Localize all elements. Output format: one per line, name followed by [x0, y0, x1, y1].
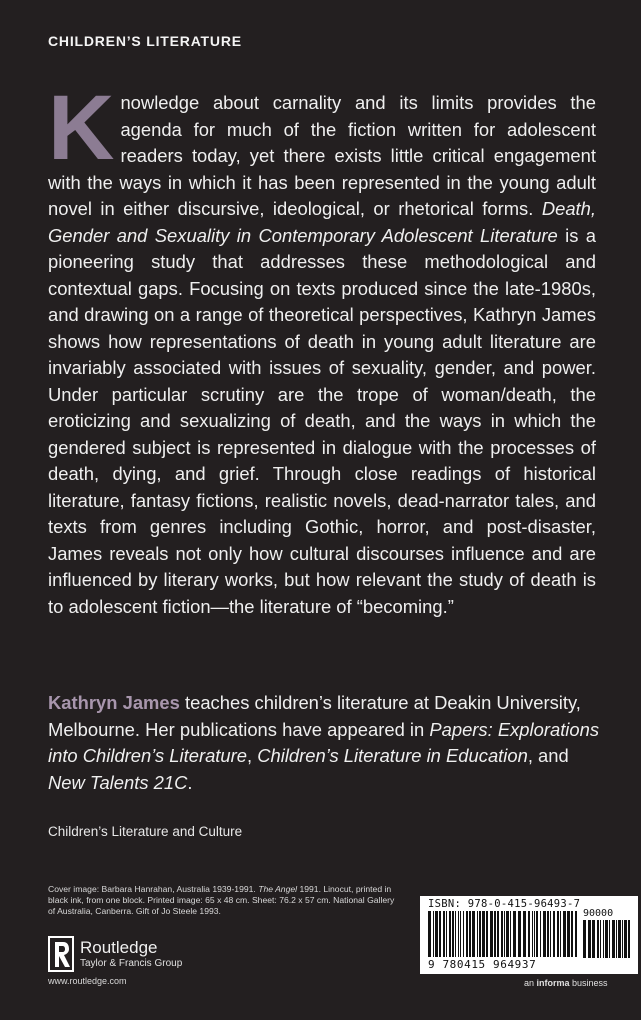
series-name: Children’s Literature and Culture	[48, 824, 243, 839]
barcode-bar	[534, 911, 535, 957]
description-text-1: nowledge about carnality and its limits provides the agenda for much of the fiction written for adolescent readers today, yet there exists little critical engagement with the ways in which it has been represented in the young adult novel in either discursive, ideological, or rhetorical forms.	[48, 92, 596, 219]
description-text-2: is a pioneering study that addresses these methodological and contextual gaps. Focusing on texts produced since the late-1980s, and drawing on a range of theoretical perspectives, Kathryn James shows how representations of death in young adult literature are invariably associated with issues of sexuality, gender, and power. Under particular scrutiny are the trope of woman/death, the eroticizing and sexualizing of death, and the ways in which the gendered subject is represented in dialogue with the processes of death, dying, and grief. Through close readings of historical literature, fantasy fictions, realistic novels, dead-narrator tales, and texts from genres including Gothic, horror, and post-disaster, James reveals not only how cultural discourses influence and are influenced by literary works, but how relevant the study of death is to adolescent fiction—the literature of “becoming.”	[48, 224, 596, 617]
barcode-bar	[550, 911, 551, 957]
tagline-pre: an	[524, 978, 537, 988]
barcode-bar	[560, 911, 561, 957]
publisher-block	[48, 936, 182, 972]
credit-text-1: Cover image: Barbara Hanrahan, Australia 1939-1991.	[48, 884, 259, 894]
informa-tagline	[524, 978, 608, 988]
cover-credit	[48, 884, 398, 917]
barcode-bar	[532, 911, 533, 957]
barcode-bar	[624, 920, 627, 958]
isbn-label: ISBN: 978-0-415-96493-7	[428, 898, 581, 910]
barcode-bar	[588, 920, 591, 958]
barcode-bar	[443, 911, 445, 957]
barcode-bar	[628, 920, 630, 958]
description-paragraph	[48, 77, 596, 620]
publisher-url: www.routledge.com	[48, 976, 127, 986]
barcode-bar	[597, 920, 599, 958]
barcode-bar	[479, 911, 481, 957]
barcode-bar	[600, 920, 601, 958]
barcode-bar	[460, 911, 461, 957]
bio-text-2: ,	[247, 745, 258, 766]
barcode-bar	[618, 920, 621, 958]
barcode-bar	[563, 911, 566, 957]
barcode-bar	[609, 920, 610, 958]
barcode-addon-code: 90000	[583, 908, 614, 919]
barcode-bar	[616, 920, 617, 958]
barcode-bar	[536, 911, 538, 957]
barcode-bar	[449, 911, 451, 957]
barcode-bar	[603, 920, 604, 958]
barcode-bar	[433, 911, 434, 957]
category-label: CHILDREN’S LITERATURE	[48, 33, 242, 49]
barcode-bar	[482, 911, 485, 957]
barcode-bar	[553, 911, 555, 957]
barcode-bar	[458, 911, 459, 957]
publication-2: Children’s Literature in Education	[257, 745, 528, 766]
barcode	[420, 896, 638, 974]
author-bio	[48, 690, 608, 796]
barcode-bar	[567, 911, 570, 957]
barcode-bar	[463, 911, 464, 957]
barcode-bar	[622, 920, 623, 958]
barcode-bar	[490, 911, 493, 957]
barcode-bar	[435, 911, 438, 957]
barcode-bar	[592, 920, 595, 958]
bio-text-3: , and	[527, 745, 569, 766]
drop-cap: K	[48, 77, 115, 179]
tagline-post: business	[569, 978, 608, 988]
barcode-bar	[575, 911, 577, 957]
barcode-bar	[518, 911, 521, 957]
barcode-bar	[466, 911, 468, 957]
barcode-bars	[428, 911, 578, 957]
barcode-bar	[494, 911, 496, 957]
barcode-bar	[547, 911, 549, 957]
barcode-bar	[497, 911, 499, 957]
barcode-bar	[543, 911, 546, 957]
barcode-bar	[506, 911, 509, 957]
barcode-bar	[612, 920, 615, 958]
author-name: Kathryn James	[48, 692, 180, 713]
barcode-bar	[439, 911, 441, 957]
barcode-bar	[571, 911, 573, 957]
barcode-bar	[605, 920, 608, 958]
credit-text-2: 1991. Linocut, printed in black ink, from one block. Printed image: 65 x 48 cm. Sheet: 76.2 x 57 cm. National Gallery of Australia, Canberra. Gift of Jo Steele 1993.	[48, 884, 395, 916]
barcode-bar	[472, 911, 475, 957]
barcode-bar	[469, 911, 471, 957]
routledge-logo-icon	[48, 936, 74, 972]
barcode-bar	[540, 911, 541, 957]
barcode-addon-bars	[583, 920, 631, 958]
barcode-bar	[486, 911, 488, 957]
barcode-bar	[557, 911, 559, 957]
bio-text-4: .	[187, 771, 193, 793]
artwork-title: The Angel	[258, 884, 298, 894]
barcode-bar	[528, 911, 530, 957]
barcode-bar	[523, 911, 526, 957]
book-title: Death, Gender and Sexuality in Contemporary Adolescent Literature	[48, 198, 596, 246]
barcode-bar	[477, 911, 478, 957]
barcode-bar	[510, 911, 511, 957]
barcode-digits: 9 780415 964937	[428, 958, 537, 971]
barcode-bar	[428, 911, 431, 957]
barcode-bar	[583, 920, 586, 958]
publisher-name: Routledge	[80, 937, 158, 957]
barcode-bar	[513, 911, 516, 957]
tagline-brand: informa	[536, 978, 570, 988]
publisher-group: Taylor & Francis Group	[80, 957, 183, 969]
barcode-bar	[501, 911, 503, 957]
barcode-bar	[504, 911, 505, 957]
publication-3: New Talents 21C	[48, 771, 188, 793]
barcode-bar	[452, 911, 454, 957]
barcode-bar	[455, 911, 456, 957]
bio-text-1: teaches children’s literature at Deakin University, Melbourne. Her publications have appeared in	[48, 692, 581, 740]
barcode-bar	[446, 911, 447, 957]
publication-1: Papers: Explorations into Children’s Literature	[48, 718, 600, 766]
